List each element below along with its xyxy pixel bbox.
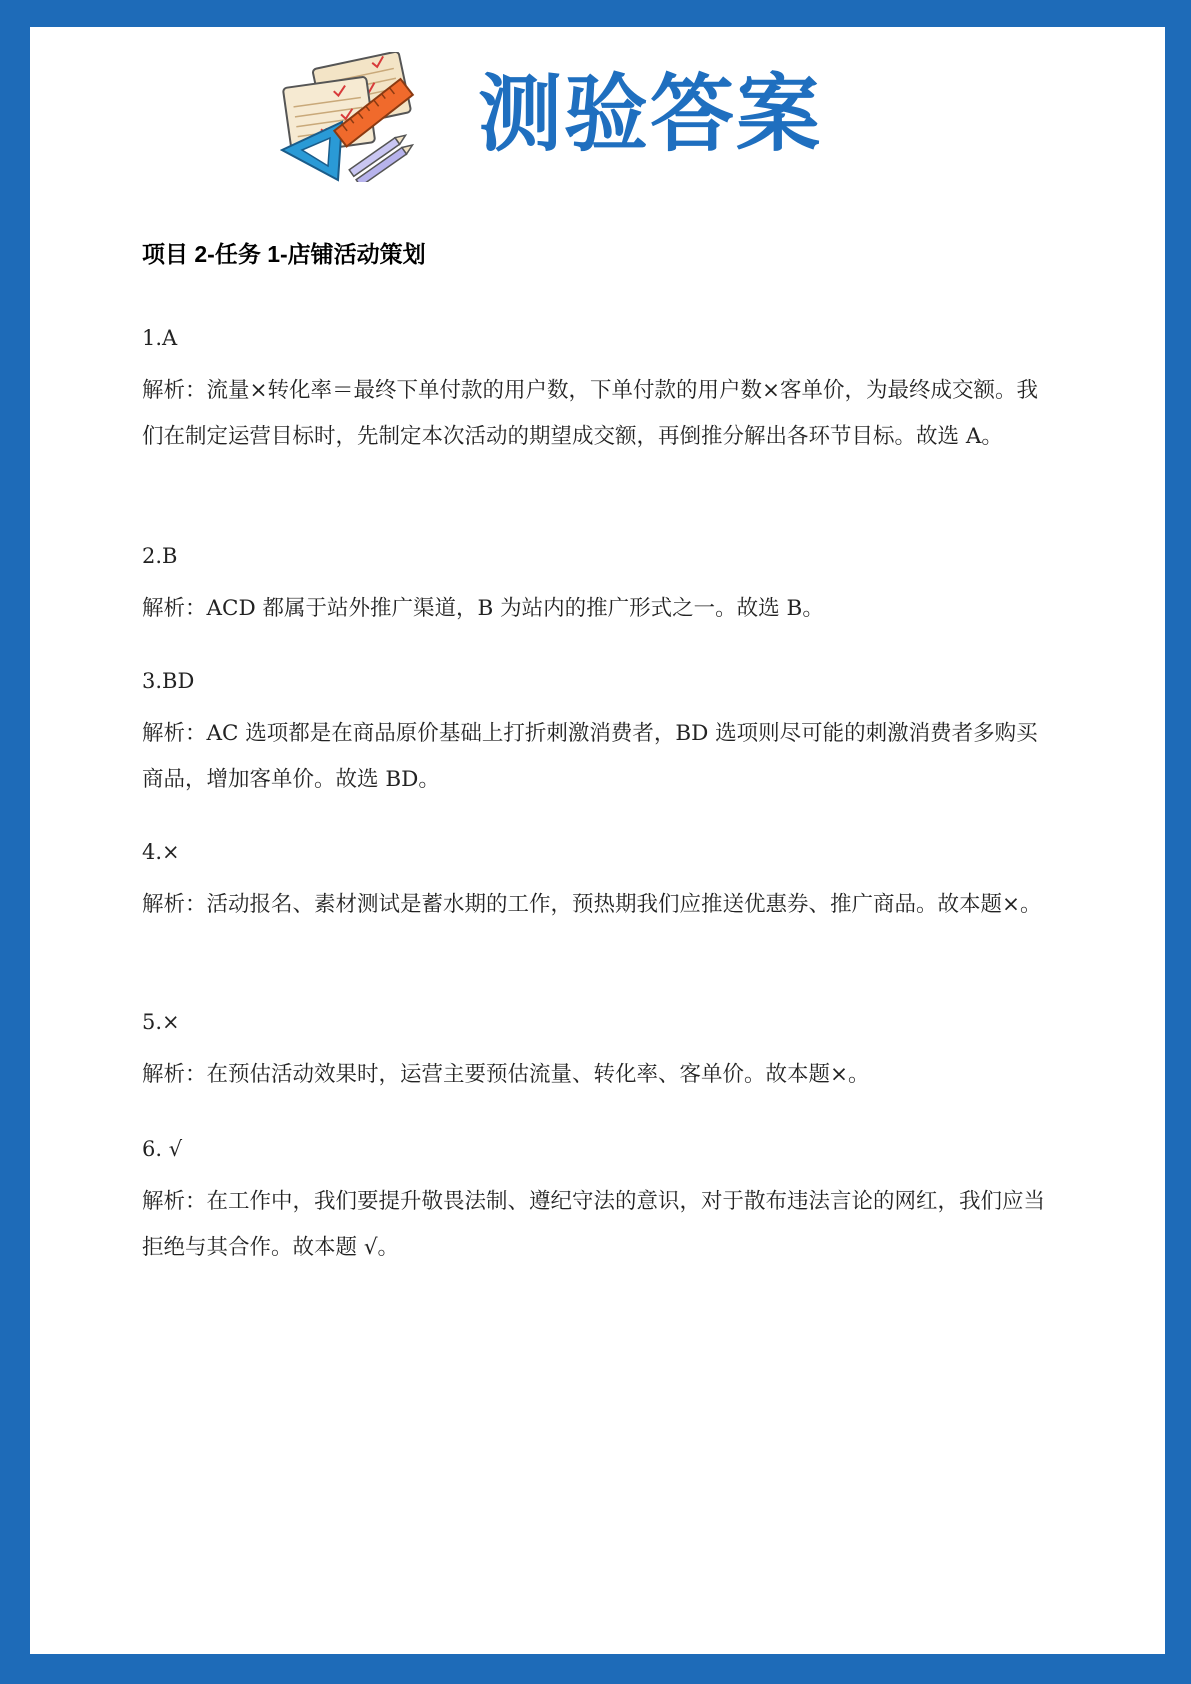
question-analysis: 解析：在预估活动效果时，运营主要预估流量、转化率、客单价。故本题×。	[142, 1062, 870, 1087]
page-frame-right	[1165, 0, 1191, 1684]
page-frame-top	[0, 0, 1191, 27]
exam-papers-ruler-pencils-icon	[280, 52, 430, 182]
section-heading: 项目 2-任务 1-店铺活动策划	[142, 241, 426, 267]
question-item-2	[142, 540, 1052, 632]
question-answer: 1.A	[142, 326, 178, 350]
question-answer: 4.×	[142, 840, 180, 864]
question-analysis: 解析：AC 选项都是在商品原价基础上打折刺激消费者，BD 选项则尽可能的刺激消费者多购买商品，增加客单价。故选 BD。	[142, 721, 1038, 792]
page-title: 测验答案	[478, 65, 823, 163]
question-analysis: 解析：流量×转化率＝最终下单付款的用户数，下单付款的用户数×客单价，为最终成交额。我们在制定运营目标时，先制定本次活动的期望成交额，再倒推分解出各环节目标。故选 A。	[142, 378, 1039, 449]
question-answer: 6. √	[142, 1137, 183, 1161]
question-item-6	[142, 1133, 1052, 1271]
question-item-5	[142, 1006, 1052, 1098]
question-analysis: 解析：在工作中，我们要提升敬畏法制、遵纪守法的意识，对于散布违法言论的网红，我们应当拒绝与其合作。故本题 √。	[142, 1189, 1046, 1260]
question-analysis: 解析：ACD 都属于站外推广渠道，B 为站内的推广形式之一。故选 B。	[142, 596, 824, 621]
question-item-3	[142, 665, 1052, 803]
page-frame-bottom	[0, 1654, 1191, 1684]
question-answer: 2.B	[142, 544, 178, 568]
question-answer: 5.×	[142, 1010, 180, 1034]
question-answer: 3.BD	[142, 669, 195, 693]
question-item-4	[142, 836, 1052, 928]
page-frame-left	[0, 0, 30, 1684]
question-analysis: 解析：活动报名、素材测试是蓄水期的工作，预热期我们应推送优惠券、推广商品。故本题×。	[142, 892, 1042, 917]
question-item-1	[142, 322, 1052, 460]
